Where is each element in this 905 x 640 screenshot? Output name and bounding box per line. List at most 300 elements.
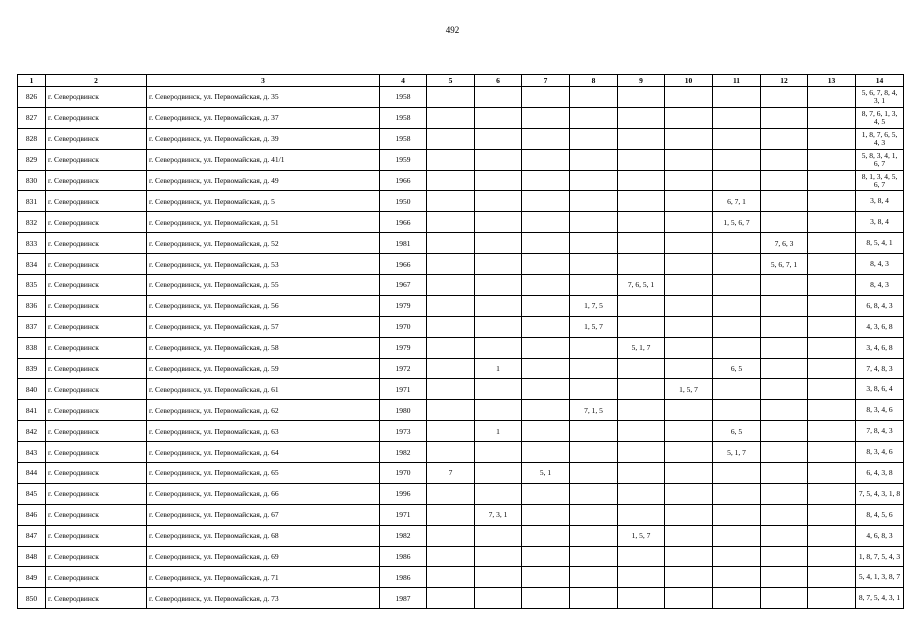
table-cell-c5: 7 bbox=[427, 463, 475, 484]
table-cell-c8 bbox=[570, 588, 618, 609]
table-cell-c10 bbox=[665, 149, 713, 170]
table-cell-c6 bbox=[475, 212, 522, 233]
table-cell-addr: г. Северодвинск, ул. Первомайская, д. 53 bbox=[147, 254, 380, 275]
table-cell-n: 837 bbox=[18, 316, 46, 337]
table-cell-c10 bbox=[665, 191, 713, 212]
table-body bbox=[18, 87, 904, 609]
table-cell-c14: 5, 8, 3, 4, 1, 6, 7 bbox=[856, 149, 904, 170]
table-cell-addr: г. Северодвинск, ул. Первомайская, д. 37 bbox=[147, 107, 380, 128]
table-cell-year: 1958 bbox=[380, 87, 427, 108]
table-cell-c10 bbox=[665, 483, 713, 504]
table-cell-addr: г. Северодвинск, ул. Первомайская, д. 58 bbox=[147, 337, 380, 358]
table-cell-c14: 8, 4, 3 bbox=[856, 254, 904, 275]
table-row bbox=[18, 128, 904, 149]
column-header: 12 bbox=[761, 75, 808, 87]
table-cell-c9 bbox=[618, 128, 665, 149]
table-cell-c8 bbox=[570, 87, 618, 108]
table-cell-c11 bbox=[713, 463, 761, 484]
table-cell-c6: 7, 3, 1 bbox=[475, 504, 522, 525]
table-cell-n: 831 bbox=[18, 191, 46, 212]
table-cell-c6: 1 bbox=[475, 358, 522, 379]
table-cell-c11 bbox=[713, 128, 761, 149]
table-cell-addr: г. Северодвинск, ул. Первомайская, д. 59 bbox=[147, 358, 380, 379]
table-cell-c6 bbox=[475, 525, 522, 546]
table-cell-c5 bbox=[427, 128, 475, 149]
table-cell-city: г. Северодвинск bbox=[46, 212, 147, 233]
table-cell-c6 bbox=[475, 295, 522, 316]
table-cell-c11 bbox=[713, 400, 761, 421]
table-cell-c9 bbox=[618, 254, 665, 275]
table-cell-c14: 8, 3, 4, 6 bbox=[856, 400, 904, 421]
table-cell-c12 bbox=[761, 463, 808, 484]
table-cell-c14: 4, 3, 6, 8 bbox=[856, 316, 904, 337]
table-cell-c13 bbox=[808, 463, 856, 484]
table-cell-c6 bbox=[475, 588, 522, 609]
table-cell-c6 bbox=[475, 546, 522, 567]
table-cell-c8: 7, 1, 5 bbox=[570, 400, 618, 421]
table-cell-c13 bbox=[808, 295, 856, 316]
table-row bbox=[18, 337, 904, 358]
table-cell-c5 bbox=[427, 212, 475, 233]
table-cell-c5 bbox=[427, 275, 475, 296]
table-cell-c10 bbox=[665, 567, 713, 588]
table-cell-c14: 7, 5, 4, 3, 1, 8 bbox=[856, 483, 904, 504]
table-cell-c11 bbox=[713, 316, 761, 337]
table-cell-n: 845 bbox=[18, 483, 46, 504]
table-cell-city: г. Северодвинск bbox=[46, 191, 147, 212]
table-cell-c12 bbox=[761, 295, 808, 316]
table-row bbox=[18, 316, 904, 337]
table-cell-c8: 1, 7, 5 bbox=[570, 295, 618, 316]
table-cell-c12 bbox=[761, 421, 808, 442]
table-cell-c9 bbox=[618, 442, 665, 463]
table-header-row bbox=[18, 75, 904, 87]
table-cell-city: г. Северодвинск bbox=[46, 337, 147, 358]
table-cell-city: г. Северодвинск bbox=[46, 358, 147, 379]
table-cell-city: г. Северодвинск bbox=[46, 400, 147, 421]
table-cell-c12 bbox=[761, 87, 808, 108]
table-cell-c8 bbox=[570, 379, 618, 400]
column-header: 4 bbox=[380, 75, 427, 87]
table-row bbox=[18, 275, 904, 296]
table-cell-c5 bbox=[427, 295, 475, 316]
table-cell-c10 bbox=[665, 400, 713, 421]
table-cell-year: 1958 bbox=[380, 107, 427, 128]
table-cell-addr: г. Северодвинск, ул. Первомайская, д. 69 bbox=[147, 546, 380, 567]
page-number: 492 bbox=[445, 25, 460, 35]
table-cell-year: 1950 bbox=[380, 191, 427, 212]
table-cell-c13 bbox=[808, 337, 856, 358]
table-cell-c8 bbox=[570, 149, 618, 170]
table-row bbox=[18, 525, 904, 546]
table-cell-year: 1973 bbox=[380, 421, 427, 442]
table-cell-c9: 7, 6, 5, 1 bbox=[618, 275, 665, 296]
table-cell-c7 bbox=[522, 254, 570, 275]
table-cell-city: г. Северодвинск bbox=[46, 233, 147, 254]
table-cell-c5 bbox=[427, 567, 475, 588]
table-cell-c13 bbox=[808, 567, 856, 588]
column-header: 6 bbox=[475, 75, 522, 87]
table-cell-c11 bbox=[713, 254, 761, 275]
table-cell-c5 bbox=[427, 400, 475, 421]
column-header: 7 bbox=[522, 75, 570, 87]
table-cell-c7: 5, 1 bbox=[522, 463, 570, 484]
table-row bbox=[18, 588, 904, 609]
table-cell-year: 1980 bbox=[380, 400, 427, 421]
table-cell-c11 bbox=[713, 275, 761, 296]
table-cell-c11 bbox=[713, 525, 761, 546]
table-cell-addr: г. Северодвинск, ул. Первомайская, д. 73 bbox=[147, 588, 380, 609]
table-cell-c9 bbox=[618, 191, 665, 212]
table-cell-c14: 4, 6, 8, 3 bbox=[856, 525, 904, 546]
table-cell-c9: 1, 5, 7 bbox=[618, 525, 665, 546]
table-cell-n: 830 bbox=[18, 170, 46, 191]
table-cell-city: г. Северодвинск bbox=[46, 275, 147, 296]
table-cell-c7 bbox=[522, 546, 570, 567]
table-cell-c10 bbox=[665, 358, 713, 379]
table-cell-c7 bbox=[522, 149, 570, 170]
table-cell-c12 bbox=[761, 567, 808, 588]
table-cell-c9 bbox=[618, 107, 665, 128]
table-cell-c5 bbox=[427, 316, 475, 337]
table-cell-c6 bbox=[475, 483, 522, 504]
table-cell-city: г. Северодвинск bbox=[46, 128, 147, 149]
table-cell-c12 bbox=[761, 149, 808, 170]
table-cell-c13 bbox=[808, 254, 856, 275]
table-cell-n: 844 bbox=[18, 463, 46, 484]
table-cell-c13 bbox=[808, 275, 856, 296]
table-cell-c11 bbox=[713, 379, 761, 400]
table-cell-c5 bbox=[427, 87, 475, 108]
table-cell-c9: 5, 1, 7 bbox=[618, 337, 665, 358]
table-cell-city: г. Северодвинск bbox=[46, 504, 147, 525]
table-cell-c12 bbox=[761, 546, 808, 567]
table-cell-c5 bbox=[427, 421, 475, 442]
table-cell-c9 bbox=[618, 170, 665, 191]
table-cell-city: г. Северодвинск bbox=[46, 483, 147, 504]
table-cell-year: 1966 bbox=[380, 254, 427, 275]
table-cell-c8 bbox=[570, 128, 618, 149]
table-cell-c14: 3, 4, 6, 8 bbox=[856, 337, 904, 358]
table-cell-c8 bbox=[570, 191, 618, 212]
table-cell-c13 bbox=[808, 233, 856, 254]
table-cell-c6 bbox=[475, 87, 522, 108]
table-cell-c13 bbox=[808, 170, 856, 191]
column-header: 9 bbox=[618, 75, 665, 87]
table-cell-c8 bbox=[570, 442, 618, 463]
table-cell-city: г. Северодвинск bbox=[46, 149, 147, 170]
table-cell-city: г. Северодвинск bbox=[46, 170, 147, 191]
table-cell-city: г. Северодвинск bbox=[46, 379, 147, 400]
table-cell-c8 bbox=[570, 567, 618, 588]
table-cell-c12: 7, 6, 3 bbox=[761, 233, 808, 254]
table-cell-year: 1971 bbox=[380, 504, 427, 525]
table-cell-c8 bbox=[570, 358, 618, 379]
table-cell-c8 bbox=[570, 212, 618, 233]
table-cell-year: 1972 bbox=[380, 358, 427, 379]
table-cell-c5 bbox=[427, 149, 475, 170]
table-cell-addr: г. Северодвинск, ул. Первомайская, д. 35 bbox=[147, 87, 380, 108]
table-cell-c9 bbox=[618, 463, 665, 484]
table-cell-c9 bbox=[618, 316, 665, 337]
table-cell-c5 bbox=[427, 442, 475, 463]
table-cell-c6 bbox=[475, 149, 522, 170]
table-cell-c7 bbox=[522, 128, 570, 149]
table-cell-c6 bbox=[475, 337, 522, 358]
table-cell-c7 bbox=[522, 233, 570, 254]
table-cell-c12 bbox=[761, 212, 808, 233]
table-cell-city: г. Северодвинск bbox=[46, 588, 147, 609]
table-cell-n: 839 bbox=[18, 358, 46, 379]
table-cell-year: 1987 bbox=[380, 588, 427, 609]
table-cell-c11 bbox=[713, 87, 761, 108]
table-cell-n: 848 bbox=[18, 546, 46, 567]
column-header: 5 bbox=[427, 75, 475, 87]
table-row bbox=[18, 170, 904, 191]
table-cell-c14: 8, 5, 4, 1 bbox=[856, 233, 904, 254]
table-cell-c13 bbox=[808, 588, 856, 609]
table-cell-city: г. Северодвинск bbox=[46, 87, 147, 108]
table-cell-n: 841 bbox=[18, 400, 46, 421]
table-cell-c12 bbox=[761, 358, 808, 379]
table-cell-addr: г. Северодвинск, ул. Первомайская, д. 49 bbox=[147, 170, 380, 191]
table-row bbox=[18, 295, 904, 316]
table-cell-addr: г. Северодвинск, ул. Первомайская, д. 5 bbox=[147, 191, 380, 212]
table-cell-c13 bbox=[808, 358, 856, 379]
table-cell-city: г. Северодвинск bbox=[46, 316, 147, 337]
table-cell-c9 bbox=[618, 567, 665, 588]
table-cell-c7 bbox=[522, 567, 570, 588]
table-cell-c9 bbox=[618, 379, 665, 400]
table-cell-n: 835 bbox=[18, 275, 46, 296]
table-cell-c7 bbox=[522, 170, 570, 191]
table-cell-c6 bbox=[475, 316, 522, 337]
table-cell-n: 850 bbox=[18, 588, 46, 609]
table-cell-c8 bbox=[570, 483, 618, 504]
table-cell-c9 bbox=[618, 400, 665, 421]
table-cell-c6 bbox=[475, 400, 522, 421]
table-cell-c6 bbox=[475, 567, 522, 588]
table-cell-year: 1979 bbox=[380, 337, 427, 358]
table-cell-c11: 6, 7, 1 bbox=[713, 191, 761, 212]
table-cell-c13 bbox=[808, 128, 856, 149]
table-cell-c13 bbox=[808, 149, 856, 170]
table-cell-addr: г. Северодвинск, ул. Первомайская, д. 39 bbox=[147, 128, 380, 149]
table-cell-c9 bbox=[618, 504, 665, 525]
table-cell-c10 bbox=[665, 421, 713, 442]
table-cell-c14: 3, 8, 4 bbox=[856, 212, 904, 233]
table-row bbox=[18, 421, 904, 442]
table-cell-c13 bbox=[808, 212, 856, 233]
table-cell-c7 bbox=[522, 212, 570, 233]
table-cell-c13 bbox=[808, 442, 856, 463]
table-row bbox=[18, 87, 904, 108]
table-cell-year: 1981 bbox=[380, 233, 427, 254]
table-cell-addr: г. Северодвинск, ул. Первомайская, д. 52 bbox=[147, 233, 380, 254]
column-header: 3 bbox=[147, 75, 380, 87]
table-cell-city: г. Северодвинск bbox=[46, 254, 147, 275]
table-cell-c11 bbox=[713, 504, 761, 525]
table-cell-c5 bbox=[427, 337, 475, 358]
table-cell-c8 bbox=[570, 233, 618, 254]
table-cell-c11 bbox=[713, 546, 761, 567]
table-cell-c8 bbox=[570, 525, 618, 546]
table-cell-addr: г. Северодвинск, ул. Первомайская, д. 71 bbox=[147, 567, 380, 588]
table-cell-c7 bbox=[522, 504, 570, 525]
table-cell-c12 bbox=[761, 337, 808, 358]
table-cell-c10 bbox=[665, 295, 713, 316]
table-cell-c12 bbox=[761, 128, 808, 149]
table-cell-c6 bbox=[475, 191, 522, 212]
table-cell-c11 bbox=[713, 588, 761, 609]
table-cell-c10 bbox=[665, 87, 713, 108]
table-cell-c8 bbox=[570, 254, 618, 275]
table-cell-c9 bbox=[618, 483, 665, 504]
table-cell-c12 bbox=[761, 107, 808, 128]
table-cell-year: 1967 bbox=[380, 275, 427, 296]
column-header: 2 bbox=[46, 75, 147, 87]
table-cell-c7 bbox=[522, 275, 570, 296]
column-header: 10 bbox=[665, 75, 713, 87]
table-cell-c14: 5, 4, 1, 3, 8, 7 bbox=[856, 567, 904, 588]
table-cell-c12 bbox=[761, 275, 808, 296]
table-cell-c14: 1, 8, 7, 6, 5, 4, 3 bbox=[856, 128, 904, 149]
table-cell-c13 bbox=[808, 525, 856, 546]
table-row bbox=[18, 546, 904, 567]
table-cell-c11 bbox=[713, 337, 761, 358]
table-row bbox=[18, 191, 904, 212]
table-cell-c5 bbox=[427, 233, 475, 254]
table-cell-c9 bbox=[618, 233, 665, 254]
table-row bbox=[18, 504, 904, 525]
table-cell-c11 bbox=[713, 295, 761, 316]
table-cell-c6 bbox=[475, 463, 522, 484]
table-cell-c14: 8, 3, 4, 6 bbox=[856, 442, 904, 463]
column-header: 11 bbox=[713, 75, 761, 87]
table-cell-c6 bbox=[475, 128, 522, 149]
table-cell-c12 bbox=[761, 170, 808, 191]
table-cell-addr: г. Северодвинск, ул. Первомайская, д. 41/1 bbox=[147, 149, 380, 170]
table-cell-c5 bbox=[427, 546, 475, 567]
table-row bbox=[18, 483, 904, 504]
table-cell-c5 bbox=[427, 483, 475, 504]
table-cell-addr: г. Северодвинск, ул. Первомайская, д. 67 bbox=[147, 504, 380, 525]
table-cell-year: 1970 bbox=[380, 316, 427, 337]
table-cell-c8 bbox=[570, 421, 618, 442]
table-cell-c12 bbox=[761, 316, 808, 337]
table-cell-c5 bbox=[427, 170, 475, 191]
table-cell-c12 bbox=[761, 483, 808, 504]
table-cell-c10 bbox=[665, 504, 713, 525]
table-cell-c9 bbox=[618, 87, 665, 108]
table-cell-c8 bbox=[570, 504, 618, 525]
table-cell-city: г. Северодвинск bbox=[46, 107, 147, 128]
table-cell-city: г. Северодвинск bbox=[46, 421, 147, 442]
table-cell-c5 bbox=[427, 588, 475, 609]
table-cell-c10 bbox=[665, 525, 713, 546]
table-cell-c6 bbox=[475, 379, 522, 400]
data-table bbox=[17, 74, 904, 609]
table-cell-c9 bbox=[618, 358, 665, 379]
table-cell-c14: 7, 8, 4, 3 bbox=[856, 421, 904, 442]
table-cell-c7 bbox=[522, 588, 570, 609]
table-cell-c10 bbox=[665, 254, 713, 275]
table-cell-c9 bbox=[618, 546, 665, 567]
table-cell-c7 bbox=[522, 191, 570, 212]
table-cell-addr: г. Северодвинск, ул. Первомайская, д. 61 bbox=[147, 379, 380, 400]
table-row bbox=[18, 233, 904, 254]
table-cell-c11 bbox=[713, 233, 761, 254]
table-cell-c10 bbox=[665, 107, 713, 128]
table-cell-c11: 5, 1, 7 bbox=[713, 442, 761, 463]
table-cell-c10: 1, 5, 7 bbox=[665, 379, 713, 400]
table-cell-c13 bbox=[808, 483, 856, 504]
table-cell-c10 bbox=[665, 316, 713, 337]
table-cell-city: г. Северодвинск bbox=[46, 442, 147, 463]
table-cell-c8 bbox=[570, 546, 618, 567]
table-cell-c9 bbox=[618, 149, 665, 170]
table-cell-c6 bbox=[475, 170, 522, 191]
table-cell-year: 1982 bbox=[380, 525, 427, 546]
table-cell-c7 bbox=[522, 400, 570, 421]
table-cell-c7 bbox=[522, 316, 570, 337]
table-cell-c12 bbox=[761, 588, 808, 609]
table-cell-c5 bbox=[427, 191, 475, 212]
table-cell-addr: г. Северодвинск, ул. Первомайская, д. 57 bbox=[147, 316, 380, 337]
table-cell-c6: 1 bbox=[475, 421, 522, 442]
table-cell-c7 bbox=[522, 442, 570, 463]
table-cell-year: 1986 bbox=[380, 546, 427, 567]
table-cell-c14: 3, 8, 4 bbox=[856, 191, 904, 212]
table-cell-year: 1971 bbox=[380, 379, 427, 400]
table-cell-year: 1966 bbox=[380, 170, 427, 191]
table-row bbox=[18, 400, 904, 421]
table-cell-c7 bbox=[522, 107, 570, 128]
table-cell-year: 1966 bbox=[380, 212, 427, 233]
table-cell-c8 bbox=[570, 337, 618, 358]
table-cell-c14: 8, 7, 6, 1, 3, 4, 5 bbox=[856, 107, 904, 128]
table-cell-c8 bbox=[570, 170, 618, 191]
table-cell-c5 bbox=[427, 525, 475, 546]
table-cell-c10 bbox=[665, 463, 713, 484]
table-cell-city: г. Северодвинск bbox=[46, 546, 147, 567]
table-cell-c11 bbox=[713, 170, 761, 191]
table-cell-n: 847 bbox=[18, 525, 46, 546]
table-cell-city: г. Северодвинск bbox=[46, 295, 147, 316]
table-cell-c5 bbox=[427, 107, 475, 128]
table-cell-c7 bbox=[522, 525, 570, 546]
table-cell-year: 1979 bbox=[380, 295, 427, 316]
table-cell-c8 bbox=[570, 107, 618, 128]
table-cell-c12 bbox=[761, 379, 808, 400]
table-cell-addr: г. Северодвинск, ул. Первомайская, д. 62 bbox=[147, 400, 380, 421]
table-cell-c14: 8, 1, 3, 4, 5, 6, 7 bbox=[856, 170, 904, 191]
table-row bbox=[18, 149, 904, 170]
table-cell-addr: г. Северодвинск, ул. Первомайская, д. 64 bbox=[147, 442, 380, 463]
table-cell-n: 849 bbox=[18, 567, 46, 588]
table-cell-addr: г. Северодвинск, ул. Первомайская, д. 63 bbox=[147, 421, 380, 442]
table-cell-c9 bbox=[618, 295, 665, 316]
table-cell-c13 bbox=[808, 504, 856, 525]
table-cell-c6 bbox=[475, 107, 522, 128]
table-cell-n: 826 bbox=[18, 87, 46, 108]
column-header: 14 bbox=[856, 75, 904, 87]
table-cell-c5 bbox=[427, 504, 475, 525]
table-cell-c10 bbox=[665, 588, 713, 609]
table-cell-c14: 5, 6, 7, 8, 4, 3, 1 bbox=[856, 87, 904, 108]
table-cell-n: 842 bbox=[18, 421, 46, 442]
table-cell-addr: г. Северодвинск, ул. Первомайская, д. 68 bbox=[147, 525, 380, 546]
